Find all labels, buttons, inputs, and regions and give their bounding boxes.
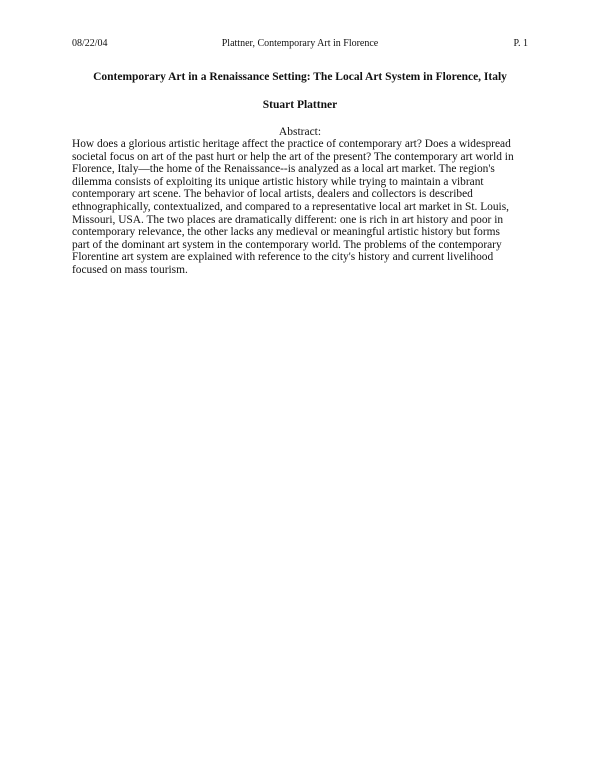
abstract-line: Florentine art system are explained with reference to the city's history and current livelihood xyxy=(72,251,494,264)
abstract-heading: Abstract: xyxy=(278,126,322,138)
abstract-line: contemporary relevance, the other lacks any medieval or meaningful artistic history but forms xyxy=(72,226,500,239)
abstract-line: societal focus on art of the past hurt or help the art of the present? The contemporary art world in xyxy=(72,150,514,163)
abstract-line: Missouri, USA. The two places are dramatically different: one is rich in art history and poor in xyxy=(72,213,504,226)
abstract-line: ethnographically, contextualized, and compared to a representative local art market in St. Louis, xyxy=(72,200,510,213)
header-date: 08/22/04 xyxy=(72,38,108,49)
abstract-body xyxy=(72,138,532,277)
header-page-number: P. 1 xyxy=(513,38,528,49)
abstract-line: How does a glorious artistic heritage affect the practice of contemporary art? Does a widespread xyxy=(72,138,511,150)
abstract-line: contemporary art scene. The behavior of local artists, dealers and collectors is described xyxy=(72,188,473,201)
header-running-title: Plattner, Contemporary Art in Florence xyxy=(221,38,379,49)
running-header xyxy=(72,37,528,51)
abstract-line: focused on mass tourism. xyxy=(72,263,188,276)
abstract-line: part of the dominant art system in the contemporary world. The problems of the contemporary xyxy=(72,238,502,251)
abstract-line: Florence, Italy—the home of the Renaissance--is analyzed as a local art market. The region's xyxy=(72,163,495,176)
abstract-line: dilemma consists of exploiting its unique artistic history while trying to maintain a vibrant xyxy=(72,175,484,188)
paper-author: Stuart Plattner xyxy=(262,99,338,111)
paper-title: Contemporary Art in a Renaissance Setting: The Local Art System in Florence, Italy xyxy=(93,71,507,83)
